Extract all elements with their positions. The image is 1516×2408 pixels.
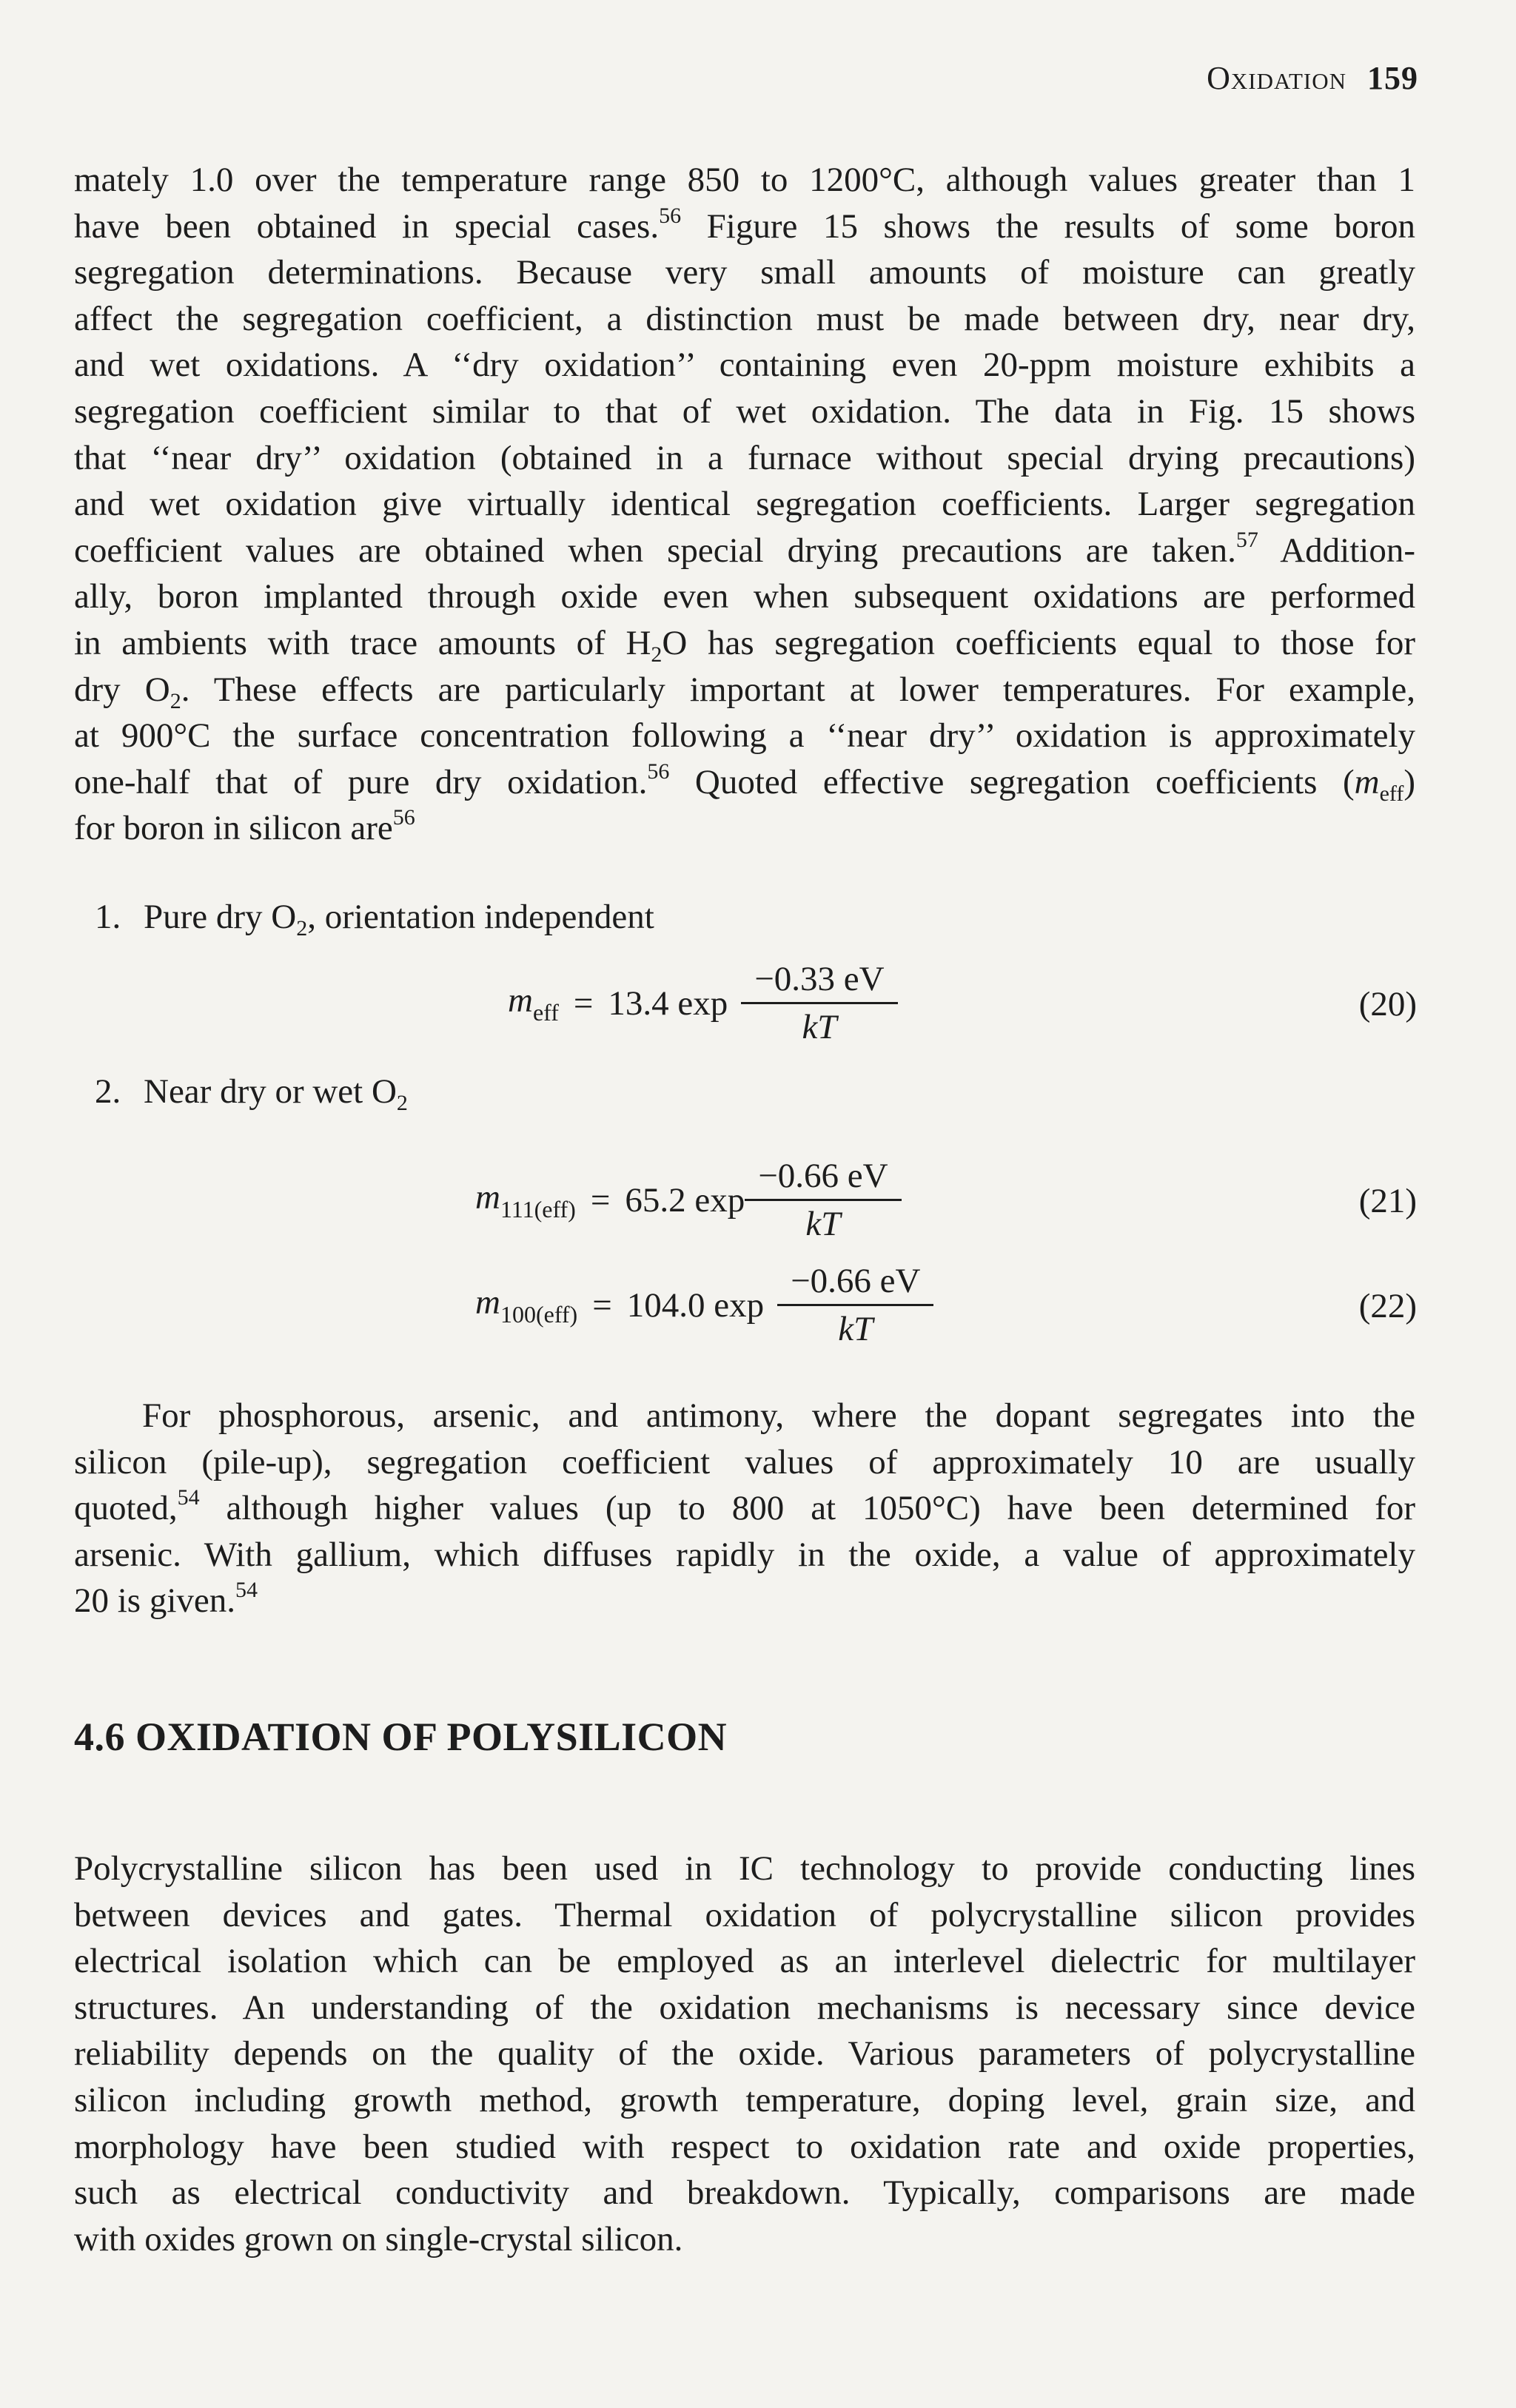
text-line: at 900°C the surface concentration following a ‘‘near dry’’ oxidation is approximately	[74, 716, 1415, 756]
text-line: between devices and gates. Thermal oxidation of polycrystalline silicon provides	[74, 1895, 1415, 1934]
reference-superscript: 56	[392, 805, 415, 830]
reference-superscript: 56	[647, 759, 670, 784]
text-line: and wet oxidation give virtually identical segregation coefficients. Larger segregation	[74, 485, 1415, 524]
reference-superscript: 54	[235, 1578, 258, 1603]
equation-number: (22)	[1358, 1287, 1417, 1325]
text-line: ally, boron implanted through oxide even when subsequent oxidations are performed	[74, 577, 1415, 616]
text-line: for boron in silicon are$^{56}$	[74, 805, 415, 848]
subscript: 2	[296, 916, 308, 941]
equation-fraction: $\frac{-0.66 eV}{kT}$	[777, 1261, 933, 1349]
equation-number: (20)	[1358, 985, 1417, 1023]
equation-lhs: $m_{100(eff)}$	[475, 1282, 578, 1328]
list-number: 1.	[95, 898, 121, 936]
equation-21: $m_{111(eff)}$ = 65.2 exp $\frac{-0.66 eV}{kT}$	[475, 1156, 902, 1244]
equation-lhs: $m_{111(eff)}$	[475, 1177, 576, 1223]
equation-number: (21)	[1358, 1182, 1417, 1220]
subscript: 2	[170, 688, 181, 713]
text-line: electrical isolation which can be employed as an interlevel dielectric for multilayer	[74, 1942, 1415, 1981]
subscript: 2	[651, 642, 663, 667]
text-line: in ambients with trace amounts of $H_2O$ has segregation coefficients equal to those for	[74, 623, 1415, 667]
text-line: dry $O_2$. These effects are particularly important at lower temperatures. For example,	[74, 670, 1416, 713]
text-line: silicon (pile-up), segregation coefficient values of approximately 10 are usually	[74, 1442, 1415, 1482]
page-number: 159	[1367, 60, 1418, 96]
text-line: such as electrical conductivity and breakdown. Typically, comparisons are made	[74, 2173, 1415, 2213]
text-line: and wet oxidations. A ‘‘dry oxidation’’ containing even 20-ppm moisture exhibits a	[74, 346, 1415, 385]
section-heading: 4.6 OXIDATION OF POLYSILICON	[74, 1715, 728, 1759]
equation-coefficient: 104.0 exp	[626, 1285, 765, 1325]
text-line: quoted,$^{54}$ although higher values (up to 800 at 1050°C) have been determined for	[74, 1485, 1415, 1528]
text-line: coefficient values are obtained when special drying precautions are taken.$^{57}$ Addition-	[74, 527, 1415, 570]
text-line: Polycrystalline silicon has been used in IC technology to provide conducting lines	[74, 1849, 1415, 1888]
text-line: morphology have been studied with respect to oxidation rate and oxide properties,	[74, 2127, 1415, 2166]
text-line: segregation coefficient similar to that of wet oxidation. The data in Fig. 15 shows	[74, 391, 1415, 431]
text-line: For phosphorous, arsenic, and antimony, where the dopant segregates into the	[142, 1396, 1415, 1435]
text-line: silicon including growth method, growth temperature, doping level, grain size, and	[74, 2080, 1415, 2119]
equation-20: $m_{eff}$ = 13.4 exp $\frac{-0.33 eV}{kT}$	[508, 959, 898, 1047]
equation-coefficient: 13.4 exp	[608, 983, 728, 1023]
equation-coefficient: 65.2 exp	[625, 1180, 745, 1220]
paragraph-boron-segregation	[74, 157, 1415, 852]
paragraph-polysilicon	[74, 1846, 1415, 2262]
text-line: arsenic. With gallium, which diffuses rapidly in the oxide, a value of approximately	[74, 1535, 1415, 1574]
text-line: reliability depends on the quality of the oxide. Various parameters of polycrystalline	[74, 2034, 1415, 2074]
running-title: Oxidation	[1207, 60, 1346, 96]
text-line: 20 is given.$^{54}$	[74, 1578, 258, 1621]
list-number: 2.	[95, 1072, 121, 1111]
reference-superscript: 56	[659, 203, 682, 228]
equation-22: $m_{100(eff)}$ = 104.0 exp $\frac{-0.66 eV}{kT}$	[475, 1261, 933, 1349]
subscript: 2	[396, 1091, 408, 1115]
equation-lhs: $m_{eff}$	[508, 981, 559, 1026]
text-line: mately 1.0 over the temperature range 850 to 1200°C, although values greater than 1	[74, 161, 1415, 199]
text-line: structures. An understanding of the oxidation mechanisms is necessary since device	[74, 1988, 1415, 2027]
list-item: 1. Pure dry $O_2$, orientation independent	[95, 894, 654, 940]
text-line: segregation determinations. Because very small amounts of moisture can greatly	[74, 253, 1415, 292]
text-line: with oxides grown on single-crystal silicon.	[74, 2219, 683, 2259]
running-head	[1207, 59, 1418, 97]
equation-fraction: $\frac{-0.66 eV}{kT}$	[745, 1156, 901, 1244]
subscript: eff	[1379, 781, 1404, 806]
text-line: one-half that of pure dry oxidation.$^{56}$ Quoted effective segregation coefficients $(m_{eff})$	[74, 759, 1415, 806]
paragraph-pileup-dopants	[74, 1393, 1415, 1624]
list-item: 2. Near dry or wet $O_2$	[95, 1069, 408, 1114]
equation-fraction: $\frac{-0.33 eV}{kT}$	[741, 959, 897, 1047]
reference-superscript: 54	[177, 1485, 200, 1510]
text-line: that ‘‘near dry’’ oxidation (obtained in a furnace without special drying precautions)	[74, 438, 1415, 477]
text-line: have been obtained in special cases.$^{56}$ Figure 15 shows the results of some boron	[74, 203, 1416, 246]
text-line: affect the segregation coefficient, a distinction must be made between dry, near dry,	[74, 299, 1415, 338]
reference-superscript: 57	[1235, 527, 1258, 552]
